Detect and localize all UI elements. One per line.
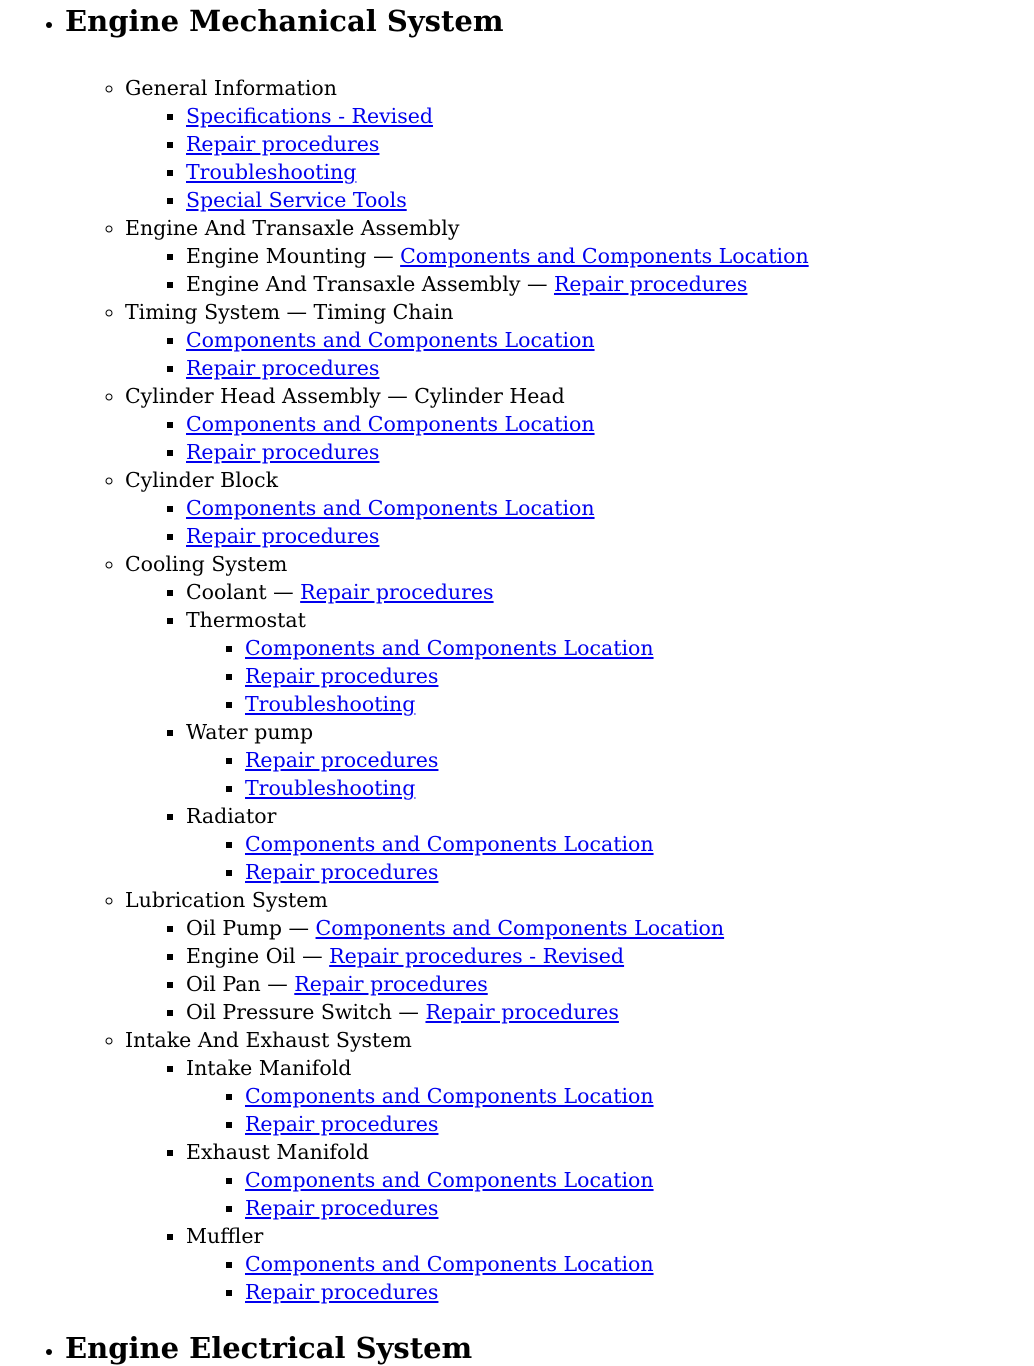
- toc-item: [245, 830, 1034, 858]
- toc-item-label: Exhaust Manifold: [186, 1140, 370, 1164]
- toc-item: [186, 326, 1034, 354]
- link-repair-procedures[interactable]: Repair procedures: [245, 664, 439, 688]
- toc-subsection-intake-manifold: [186, 1054, 1034, 1138]
- toc-sublist: [125, 410, 1034, 466]
- toc-item: [186, 438, 1034, 466]
- toc-item: [186, 522, 1034, 550]
- heading-engine-electrical-system: • Engine Electrical System: [65, 1331, 473, 1365]
- link-repair-procedures[interactable]: Repair procedures: [425, 1000, 619, 1024]
- toc-item: [245, 746, 1034, 774]
- link-components-location[interactable]: Components and Components Location: [315, 916, 725, 940]
- toc-item: [186, 578, 1034, 606]
- toc-section-timing-system: [125, 298, 1034, 382]
- toc-subsection-muffler: [186, 1222, 1034, 1306]
- toc-item: [245, 1110, 1034, 1138]
- toc-sublist: [125, 494, 1034, 550]
- toc-item: [186, 970, 1034, 998]
- toc-sublist: [186, 1250, 1034, 1306]
- link-components-location[interactable]: Components and Components Location: [186, 328, 595, 352]
- toc-item: [245, 774, 1034, 802]
- toc-section-title: Lubrication System: [125, 888, 328, 912]
- link-troubleshooting[interactable]: Troubleshooting: [245, 776, 416, 800]
- toc-sublist: [125, 1054, 1034, 1306]
- toc-item: [186, 354, 1034, 382]
- toc-item: [186, 158, 1034, 186]
- toc-item: [186, 270, 1034, 298]
- toc-subsection-water-pump: [186, 718, 1034, 802]
- toc-chapter-engine-mechanical: [65, 3, 1034, 1306]
- toc-section-title: Intake And Exhaust System: [125, 1028, 412, 1052]
- toc-item-label: Oil Pressure Switch —: [186, 1000, 419, 1024]
- toc-item-label: Coolant —: [186, 580, 294, 604]
- toc-section-title: Timing System — Timing Chain: [125, 300, 454, 324]
- toc-item: [245, 634, 1034, 662]
- link-troubleshooting[interactable]: Troubleshooting: [186, 160, 357, 184]
- toc-item: [186, 914, 1034, 942]
- toc-sublist: [186, 830, 1034, 886]
- link-components-location[interactable]: Components and Components Location: [245, 636, 654, 660]
- link-components-location[interactable]: Components and Components Location: [400, 244, 809, 268]
- link-repair-procedures-revised[interactable]: Repair procedures - Revised: [329, 944, 625, 968]
- link-repair-procedures[interactable]: Repair procedures: [186, 440, 380, 464]
- toc-item-label: Engine Oil —: [186, 944, 323, 968]
- link-components-location[interactable]: Components and Components Location: [245, 1168, 654, 1192]
- toc-item-label: Oil Pan —: [186, 972, 288, 996]
- link-specifications-revised[interactable]: Specifications - Revised: [186, 104, 434, 128]
- link-components-location[interactable]: Components and Components Location: [245, 1084, 654, 1108]
- link-components-location[interactable]: Components and Components Location: [186, 496, 595, 520]
- toc-item: [245, 690, 1034, 718]
- link-repair-procedures[interactable]: Repair procedures: [186, 524, 380, 548]
- toc-item: [186, 410, 1034, 438]
- toc-item-label: Muffler: [186, 1224, 264, 1248]
- toc-sublist: [125, 914, 1034, 1026]
- link-special-service-tools[interactable]: Special Service Tools: [186, 188, 407, 212]
- toc-item-label: Thermostat: [186, 608, 306, 632]
- link-repair-procedures[interactable]: Repair procedures: [245, 1112, 439, 1136]
- link-troubleshooting[interactable]: Troubleshooting: [245, 692, 416, 716]
- toc-item: [245, 662, 1034, 690]
- toc-section-title: Cooling System: [125, 552, 288, 576]
- toc-sublist: [186, 746, 1034, 802]
- toc-subsection-thermostat: [186, 606, 1034, 718]
- link-components-location[interactable]: Components and Components Location: [186, 412, 595, 436]
- toc-item: [186, 102, 1034, 130]
- toc-section-intake-and-exhaust-system: [125, 1026, 1034, 1306]
- toc-item: [186, 186, 1034, 214]
- toc-section-cylinder-head-assembly: [125, 382, 1034, 466]
- link-repair-procedures[interactable]: Repair procedures: [553, 272, 748, 296]
- toc-section-cooling-system: [125, 550, 1034, 886]
- toc-sublist: [186, 634, 1034, 718]
- toc-section-general-information: [125, 74, 1034, 214]
- link-repair-procedures[interactable]: Repair procedures: [300, 580, 494, 604]
- toc-sublist: [186, 1166, 1034, 1222]
- toc-item-label: Intake Manifold: [186, 1056, 352, 1080]
- link-repair-procedures[interactable]: Repair procedures: [245, 748, 439, 772]
- toc-item: [186, 998, 1034, 1026]
- toc-section-title: Cylinder Head Assembly — Cylinder Head: [125, 384, 565, 408]
- toc-item: [245, 858, 1034, 886]
- toc-sublist: [125, 326, 1034, 382]
- toc-section-list: [65, 74, 1034, 1306]
- toc-item-label: Engine And Transaxle Assembly —: [186, 272, 548, 296]
- toc-item-label: Water pump: [186, 720, 314, 744]
- link-repair-procedures[interactable]: Repair procedures: [294, 972, 488, 996]
- toc-item-label: Radiator: [186, 804, 277, 828]
- link-components-location[interactable]: Components and Components Location: [245, 832, 654, 856]
- toc-sublist: [186, 1082, 1034, 1138]
- heading-engine-mechanical-system: • Engine Mechanical System: [65, 4, 504, 38]
- toc-item-label: Engine Mounting —: [186, 244, 394, 268]
- link-repair-procedures[interactable]: Repair procedures: [245, 1196, 439, 1220]
- toc-subsection-radiator: [186, 802, 1034, 886]
- toc-root-list: [0, 3, 1034, 1366]
- toc-sublist: [125, 102, 1034, 214]
- link-repair-procedures[interactable]: Repair procedures: [186, 356, 380, 380]
- toc-item-label: Oil Pump —: [186, 916, 310, 940]
- toc-item: [186, 942, 1034, 970]
- toc-item: [245, 1166, 1034, 1194]
- toc-sublist: [125, 242, 1034, 298]
- link-components-location[interactable]: Components and Components Location: [245, 1252, 654, 1276]
- toc-item: [245, 1278, 1034, 1306]
- toc-item: [186, 494, 1034, 522]
- toc-item: [245, 1082, 1034, 1110]
- toc-section-lubrication-system: [125, 886, 1034, 1026]
- toc-sublist: [125, 578, 1034, 886]
- toc-section-engine-and-transaxle-assembly: [125, 214, 1034, 298]
- toc-item: [245, 1250, 1034, 1278]
- toc-section-title: Cylinder Block: [125, 468, 279, 492]
- link-repair-procedures[interactable]: Repair procedures: [245, 1280, 439, 1304]
- toc-section-title: Engine And Transaxle Assembly: [125, 216, 460, 240]
- toc-chapter-engine-electrical: [65, 1330, 1034, 1366]
- toc-subsection-exhaust-manifold: [186, 1138, 1034, 1222]
- toc-item: [245, 1194, 1034, 1222]
- toc-item: [186, 130, 1034, 158]
- toc-item: [186, 242, 1034, 270]
- toc-section-cylinder-block: [125, 466, 1034, 550]
- link-repair-procedures[interactable]: Repair procedures: [245, 860, 439, 884]
- link-repair-procedures[interactable]: Repair procedures: [186, 132, 380, 156]
- toc-section-title: General Information: [125, 76, 337, 100]
